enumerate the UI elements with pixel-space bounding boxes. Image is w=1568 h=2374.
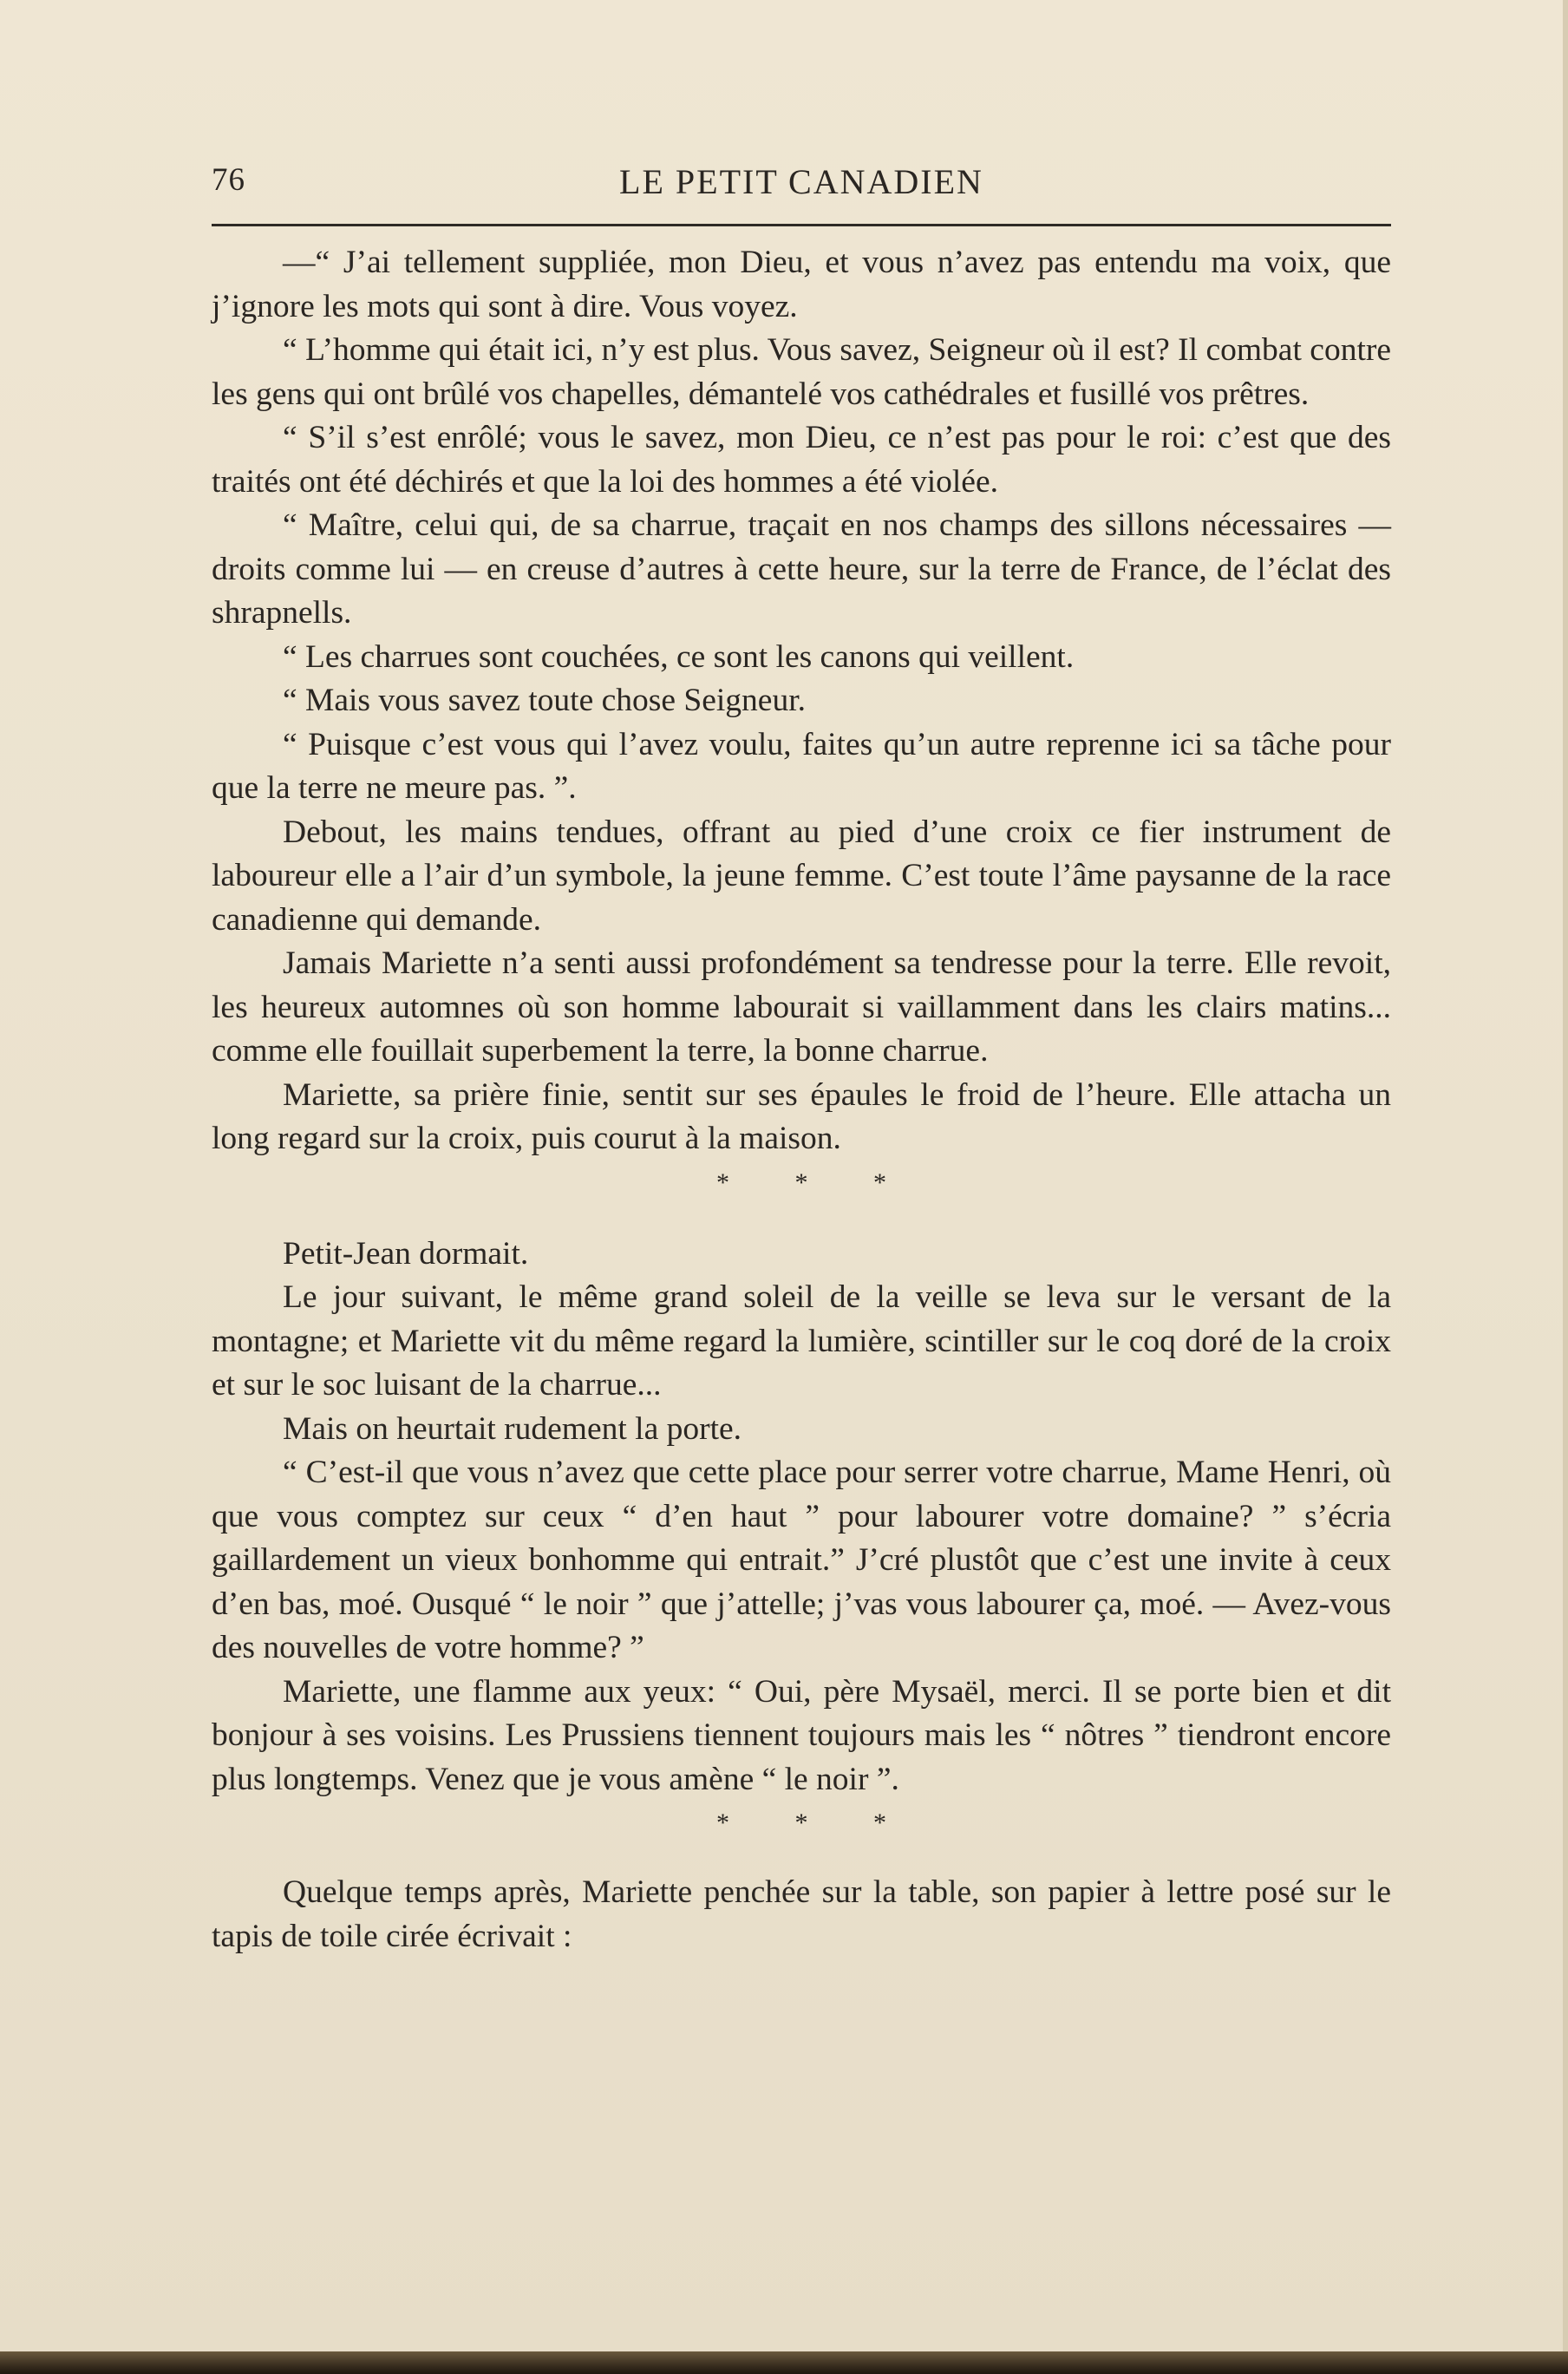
page-number: 76 (212, 162, 245, 198)
paragraph: Mais on heurtait rudement la porte. (283, 1410, 742, 1447)
paragraph: “ C’est-il que vous n’avez que cette place pour serrer votre charrue, Mame Henri, où que vous comptez sur ceux “ d’en haut ” pour labourer votre domaine? ” s’écria gaillardement un vieux bonhomme qui entrait.” J’cré plustôt que c’est une invite à ceux d’en bas, moé. Ousqué “ le noir ” que j’attelle; j’vas vous labourer ça, moé. — Avez-vous des nouvelles de votre homme? ” (212, 1455, 1391, 1665)
paragraph: “ L’homme qui était ici, n’y est plus. Vous savez, Seigneur où il est? Il combat contre les gens qui ont brûlé vos chapelles, démantelé vos cathédrales et fusillé vos prêtres. (212, 332, 1391, 412)
running-title: LE PETIT CANADIEN (619, 162, 983, 201)
paragraph: Jamais Mariette n’a senti aussi profondément sa tendresse pour la terre. Elle revoit, les heureux automnes où son homme labourait si vaillamment dans les clairs matins... comme elle fouillait superbement la terre, la bonne charrue. (212, 945, 1391, 1069)
body-text (212, 241, 1391, 1959)
paragraph: Le jour suivant, le même grand soleil de la veille se leva sur le versant de la montagne; et Mariette vit du même regard la lumière, scintiller sur le coq doré de la croix et sur le soc luisant de la charrue... (212, 1279, 1391, 1403)
paragraph: “ Mais vous savez toute chose Seigneur. (283, 683, 806, 718)
paragraph: Mariette, sa prière finie, sentit sur ses épaules le froid de l’heure. Elle attacha un long regard sur la croix, puis courut à la maison. (212, 1076, 1391, 1156)
paragraph: Mariette, une flamme aux yeux: “ Oui, père Mysaël, merci. Il se porte bien et dit bonjour à ses voisins. Les Prussiens tiennent toujours mais les “ nôtres ” tiendront encore plus longtemps. Venez que je vous amène “ le noir ”. (212, 1673, 1391, 1797)
paragraph: “ S’il s’est enrôlé; vous le savez, mon Dieu, ce n’est pas pour le roi: c’est que des traités ont été déchirés et que la loi des hommes a été violée. (212, 420, 1391, 500)
header-rule (212, 224, 1391, 226)
paragraph: Quelque temps après, Mariette penchée sur la table, son papier à lettre posé sur le tapis de toile cirée écrivait : (212, 1874, 1391, 1954)
paragraph: “ Puisque c’est vous qui l’avez voulu, faites qu’un autre reprenne ici sa tâche pour que la terre ne meure pas. ”. (212, 726, 1391, 806)
section-separator: * * * (716, 1808, 916, 1837)
section-separator: * * * (716, 1167, 916, 1197)
paragraph: “ Les charrues sont couchées, ce sont les canons qui veillent. (283, 638, 1075, 675)
paragraph: Debout, les mains tendues, offrant au pied d’une croix ce fier instrument de laboureur elle a l’air d’un symbole, la jeune femme. C’est toute l’âme paysanne de la race canadienne qui demande. (212, 814, 1391, 938)
paragraph: —“ J’ai tellement suppliée, mon Dieu, et vous n’avez pas entendu ma voix, que j’ignore les mots qui sont à dire. Vous voyez. (212, 245, 1391, 324)
paragraph: Petit-Jean dormait. (283, 1235, 529, 1272)
page-edge (1563, 0, 1568, 2374)
paragraph: “ Maître, celui qui, de sa charrue, traçait en nos champs des sillons nécessaires — droits comme lui — en creuse d’autres à cette heure, sur la terre de France, de l’éclat des shrapnells. (212, 507, 1391, 631)
page-bottom-edge (0, 2351, 1568, 2374)
page-header (212, 154, 1391, 203)
